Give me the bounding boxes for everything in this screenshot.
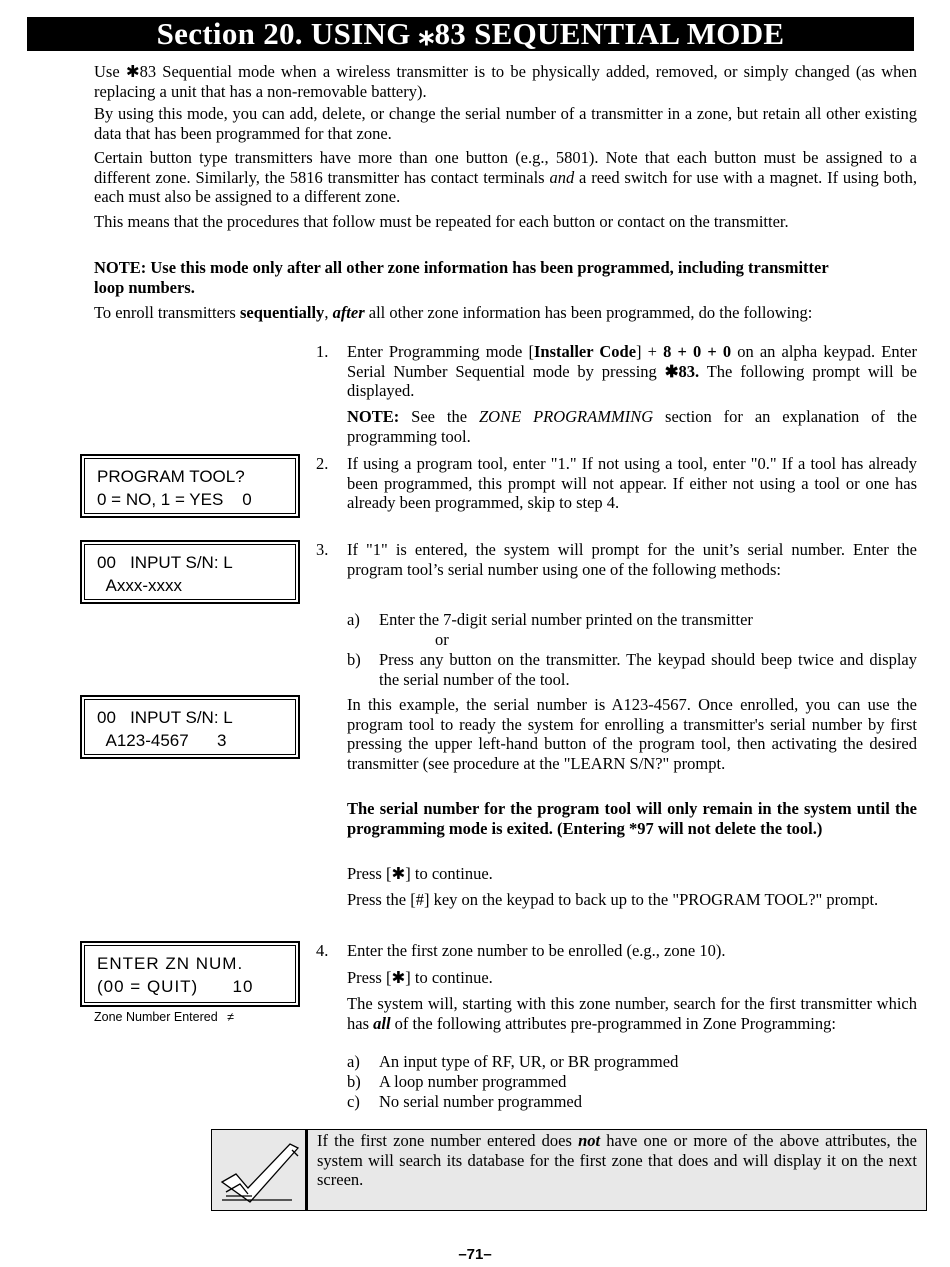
note-callout-text <box>317 1131 917 1190</box>
step-4-search <box>347 994 917 1033</box>
step-3-continue: Press [✱] to continue. <box>347 864 493 883</box>
text-run: all other zone information has been programmed, do the following: <box>364 303 813 322</box>
attribute-c-text: No serial number programmed <box>379 1092 582 1111</box>
intro-paragraph-2: By using this mode, you can add, delete, or change the serial number of a transmitter in a zone, but retain all other existing data that has been programmed for that zone. <box>94 104 917 143</box>
display-line-2: Axxx-xxxx <box>97 576 183 595</box>
option-b-label: b) <box>347 650 361 669</box>
bold-italic-word: not <box>578 1131 601 1150</box>
keypad-display-program-tool <box>80 454 300 518</box>
display-line-2: (00 = QUIT) 10 <box>97 977 254 996</box>
step-3-example: In this example, the serial number is A123-4567. Once enrolled, you can use the program tool to ready the system for enrolling a transmitter's serial number by first pressing the upper left-hand button of the program tool, then activating the desired transmitter (see procedure at the "LEARN S/N?" prompt. <box>347 695 917 773</box>
text-run: See the <box>399 407 479 426</box>
display-line-2: A123-4567 3 <box>97 731 227 750</box>
intro-paragraph-1: Use ✱83 Sequential mode when a wireless transmitter is to be physically added, removed, or simply changed (as when replacing a unit that has a non-removable battery). <box>94 62 917 101</box>
text-run: ] + <box>636 342 664 361</box>
attribute-a-text: An input type of RF, UR, or BR programmed <box>379 1052 679 1071</box>
keypad-display-serial-entered <box>80 695 300 759</box>
display-line-1: PROGRAM TOOL? <box>97 467 245 486</box>
text-run: on an alpha keypad. Enter Serial Number Sequential mode by pressing <box>347 342 917 381</box>
text-run: a reed switch for use with a magnet. If using both, each must also be assigned to a different zone. <box>94 167 917 206</box>
step-4-text: Enter the first zone number to be enrolled (e.g., zone 10). <box>347 941 726 960</box>
step-1-note <box>347 407 917 446</box>
text-run: have one or more of the above attributes, the system will search its database for the first zone that does and will display it on the next screen. <box>317 1131 917 1189</box>
keypad-display-zone-number <box>80 941 300 1007</box>
bold-word: sequentially <box>239 303 325 322</box>
bold-italic-word: after <box>332 303 365 322</box>
option-a-label: a) <box>347 610 360 629</box>
option-a-text: Enter the 7-digit serial number printed on the transmitter <box>379 610 753 629</box>
attribute-a-label: a) <box>347 1052 360 1071</box>
display-screen <box>84 699 296 755</box>
caption-text: Zone Number Entered <box>94 1010 218 1024</box>
step-2-text: If using a program tool, enter "1." If not using a tool, enter "0." If a tool has already been programmed, this prompt will not appear. If either not using a tool or one has already been programmed, skip to step 4. <box>347 454 917 512</box>
intro-paragraph-3 <box>94 148 917 207</box>
step-1-number: 1. <box>316 342 329 361</box>
attribute-b-text: A loop number programmed <box>379 1072 567 1091</box>
intro-paragraph-5 <box>94 303 917 323</box>
display-line-1: ENTER ZN NUM. <box>97 954 244 973</box>
text-run: The following prompt will be displayed. <box>347 361 917 400</box>
step-1-text <box>347 342 917 401</box>
display-screen <box>84 945 296 1003</box>
emphasis: ZONE PROGRAMMING <box>478 407 654 426</box>
text-run: If the first zone number entered does <box>317 1131 579 1150</box>
text-run: The system will, starting with this zone number, search for the first transmitter which has <box>347 994 917 1033</box>
step-3-text: If "1" is entered, the system will prompt for the unit’s serial number. Enter the program tool’s serial number using one of the following methods: <box>347 540 917 579</box>
text-run: of the following attributes pre-programmed in Zone Programming: <box>390 1013 836 1033</box>
bold-word: 8 + 0 + 0 <box>663 342 732 361</box>
text-run: , <box>324 303 333 322</box>
display-line-1: 00 INPUT S/N: L <box>97 553 233 572</box>
keypad-display-input-sn <box>80 540 300 604</box>
step-3-back: Press the [#] key on the keypad to back up to the "PROGRAM TOOL?" prompt. <box>347 890 879 909</box>
note-label: NOTE: <box>347 407 400 426</box>
step-2-number: 2. <box>316 454 329 473</box>
note-callout <box>211 1129 927 1211</box>
intro-paragraph-4: This means that the procedures that follow must be repeated for each button or contact on the transmitter. <box>94 212 789 231</box>
step-3-warning: The serial number for the program tool will only remain in the system until the programming mode is exited. (Entering *97 will not delete the tool.) <box>347 799 917 838</box>
display-screen <box>84 544 296 600</box>
step-4-number: 4. <box>316 941 329 960</box>
page-number: –71– <box>458 1246 492 1263</box>
attribute-b-label: b) <box>347 1072 361 1091</box>
bold-italic-word: all <box>373 1013 391 1033</box>
step-4-continue: Press [✱] to continue. <box>347 968 493 987</box>
step-3-number: 3. <box>316 540 329 559</box>
attribute-c-label: c) <box>347 1092 360 1111</box>
display-line-1: 00 INPUT S/N: L <box>97 708 233 727</box>
option-or: or <box>435 630 449 649</box>
option-b-text: Press any button on the transmitter. The keypad should beep twice and display the serial number of the tool. <box>379 650 917 689</box>
display-line-2: 0 = NO, 1 = YES 0 <box>97 490 252 509</box>
text-run: Certain button type transmitters have more than one button (e.g., 5801). Note that each button must be assigned to a different zone. Similarly, the 5816 transmitter has contact terminals <box>94 148 917 187</box>
text-run: section for an explanation of the programming tool. <box>347 407 917 446</box>
text-run: To enroll transmitters <box>94 303 240 322</box>
display-screen <box>84 458 296 514</box>
text-run: Enter Programming mode [ <box>347 342 534 361</box>
zone-note: NOTE: Use this mode only after all other zone information has been programmed, including transmitter loop numbers. <box>94 258 829 297</box>
bold-word: ✱83. <box>664 361 700 381</box>
pointer-arrow-icon: ≠ <box>227 1010 235 1024</box>
emphasis: and <box>549 167 575 187</box>
bold-word: Installer Code <box>533 342 637 361</box>
zone-number-caption <box>94 1010 234 1024</box>
checkmark-note-icon <box>212 1130 308 1210</box>
section-title: Section 20. USING ⁎83 SEQUENTIAL MODE <box>27 17 914 51</box>
